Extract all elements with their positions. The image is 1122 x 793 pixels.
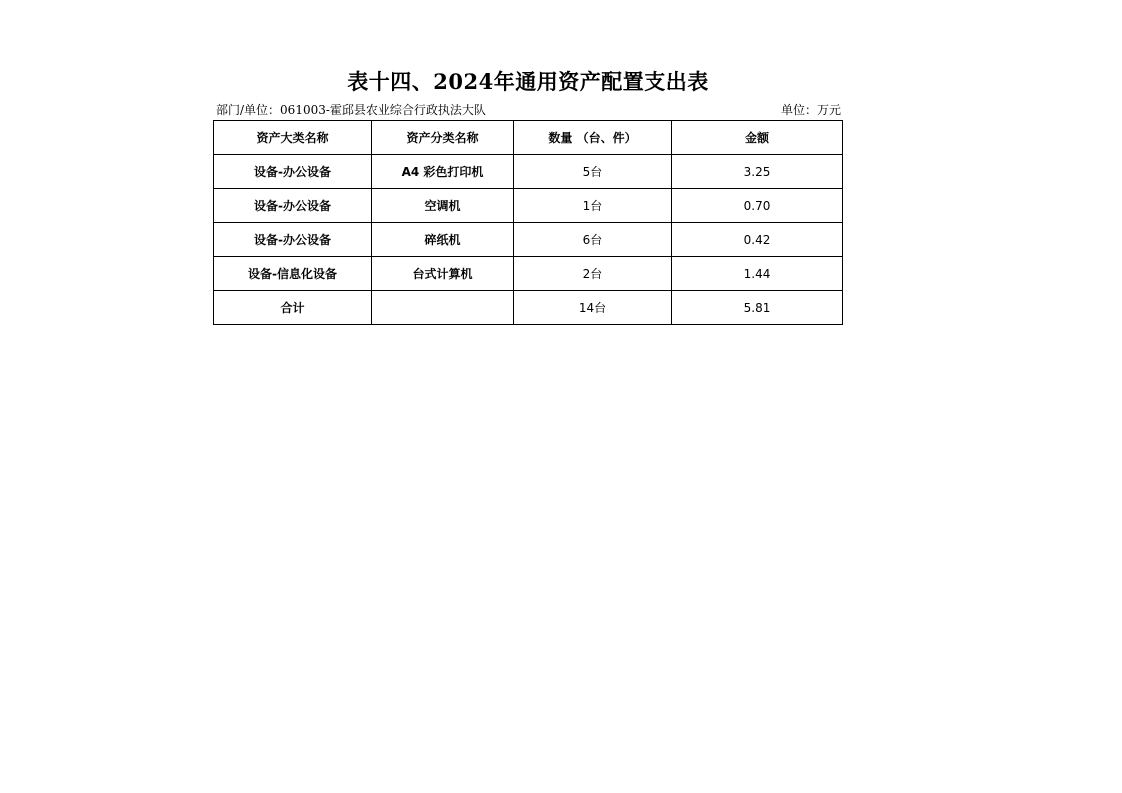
header-quantity: 数量 （台、件） (514, 121, 672, 155)
cell-subcategory: A4 彩色打印机 (372, 155, 514, 189)
asset-expenditure-table (213, 120, 843, 325)
cell-subcategory: 空调机 (372, 189, 514, 223)
table-header-row (214, 121, 843, 155)
cell-amount: 1.44 (672, 257, 843, 291)
header-category: 资产大类名称 (214, 121, 372, 155)
cell-quantity: 2台 (514, 257, 672, 291)
total-subcategory (372, 291, 514, 325)
cell-category: 设备-办公设备 (214, 223, 372, 257)
cell-amount: 3.25 (672, 155, 843, 189)
header-subcategory: 资产分类名称 (372, 121, 514, 155)
meta-row (216, 101, 841, 117)
cell-quantity: 5台 (514, 155, 672, 189)
cell-category: 设备-办公设备 (214, 189, 372, 223)
cell-category: 设备-办公设备 (214, 155, 372, 189)
unit-label: 单位：万元 (780, 103, 841, 117)
table-row (214, 189, 843, 223)
cell-quantity: 1台 (514, 189, 672, 223)
table-row (214, 257, 843, 291)
table-total-row (214, 291, 843, 325)
header-amount: 金额 (672, 121, 843, 155)
cell-amount: 0.42 (672, 223, 843, 257)
department-label: 部门/单位：061003-霍邱县农业综合行政执法大队 (216, 103, 486, 117)
page-title: 表十四、2024年通用资产配置支出表 (347, 69, 709, 94)
table-row (214, 155, 843, 189)
total-label: 合计 (214, 291, 372, 325)
table-row (214, 223, 843, 257)
total-amount: 5.81 (672, 291, 843, 325)
total-quantity: 14台 (514, 291, 672, 325)
cell-amount: 0.70 (672, 189, 843, 223)
cell-category: 设备-信息化设备 (214, 257, 372, 291)
cell-subcategory: 台式计算机 (372, 257, 514, 291)
cell-quantity: 6台 (514, 223, 672, 257)
cell-subcategory: 碎纸机 (372, 223, 514, 257)
